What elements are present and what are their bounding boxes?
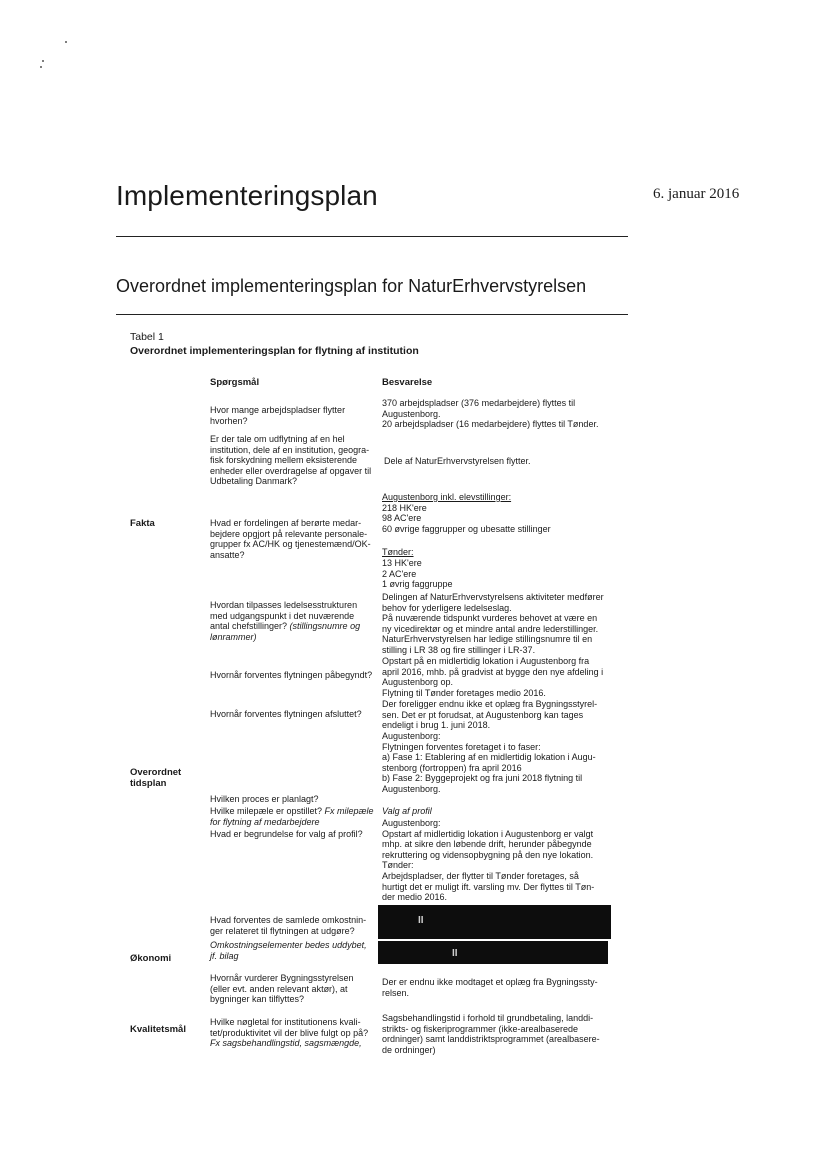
section-title: Overordnet implementeringsplan for NaturErhvervstyrelsen — [116, 276, 587, 296]
column-header-answer: Besvarelse — [382, 377, 433, 388]
category-tidsplan — [130, 767, 181, 789]
category-kvalitet: Kvalitetsmål — [130, 1024, 186, 1035]
category-tidsplan-line1: Overordnet — [130, 767, 182, 778]
table-caption-label: Tabel 1 — [130, 331, 164, 343]
category-okonomi: Økonomi — [130, 953, 172, 964]
question-end: Hvornår forventes flytningen afsluttet? — [210, 709, 362, 719]
table-caption-title: Overordnet implementeringsplan for flytning af institution — [130, 345, 419, 357]
scan-speck — [65, 41, 67, 43]
answer-relocation-type: Dele af NaturErhvervstyrelsen flytter. — [384, 456, 531, 466]
question-building-ready: Hvornår vurderer Bygningsstyrelsen (eller evt. anden relevant aktør), at bygninger kan tilflyttes? — [210, 973, 354, 1005]
question-workplaces: Hvor mange arbejdspladser flytter hvorhen? — [210, 405, 346, 426]
question-total-costs: Hvad forventes de samlede omkostnin- ger relateret til flytningen at udgøre? — [210, 915, 367, 936]
question-staff-distribution: Hvad er fordelingen af berørte medar- bejdere opgjort på relevante personale- grupper fx AC/HK og tjenestemænd/OK- ansatte? — [210, 518, 371, 560]
answer-profile-reason: Augustenborg: Opstart af midlertidig lokation i Augustenborg er valgt mhp. at sikre den løbende drift, herunder påbegynde rekruttering og vidensopbygning på den nye lokation. Tønder: Arbejdspladser, der flytter til Tønder foretages, så hurtigt det er muligt ift. varsling mv. Der flyttes til Tøn- der medio 2016. — [382, 818, 595, 903]
document-date: 6. januar 2016 — [653, 186, 740, 202]
question-cost-elements: Omkostningselementer bedes uddybet, jf. bilag — [210, 940, 367, 961]
answer-staff-distribution: Augustenborg inkl. elevstillinger: 218 HK'ere 98 AC'ere 60 øvrige faggrupper og ubesatte stillinger Tønder: 13 HK'ere 2 AC'ere 1 øvrig faggruppe — [382, 492, 551, 590]
question-profile-reason: Hvad er begrundelse for valg af profil? — [210, 829, 363, 839]
answer-quality-kpis: Sagsbehandlingstid i forhold til grundbetaling, landdi- strikts- og fiskeriprogrammer (ikke-arealbaserede ordninger) samt landdistriktsprogrammet (arealbasere- de ordninger) — [382, 1013, 600, 1055]
answer-start: Opstart på en midlertidig lokation i Augustenborg fra april 2016, mhb. på gradvist at bygge den nye afdeling i Augustenborg op. Flytning til Tønder foretages medio 2016. — [382, 656, 604, 698]
redaction-mark: II — [418, 915, 424, 926]
category-fakta: Fakta — [130, 518, 155, 529]
redacted-block — [378, 905, 611, 939]
redacted-block — [378, 941, 608, 964]
question-process: Hvilken proces er planlagt? — [210, 794, 319, 804]
answer-process: Augustenborg: Flytningen forventes foretaget i to faser: a) Fase 1: Etablering af en midlertidig lokation i Augu- stenborg (fortroppen) fra april 2016 b) Fase 2: Byggeprojekt og fra juni 2018 flytning til Augustenborg. — [382, 731, 596, 794]
answer-building-ready: Der er endnu ikke modtaget et oplæg fra Bygningssty- relsen. — [382, 977, 598, 998]
table-caption — [130, 330, 419, 358]
category-tidsplan-line2: tidsplan — [130, 778, 167, 789]
question-milestones: Hvilke milepæle er opstillet? Fx milepæle for flytning af medarbejdere — [210, 806, 374, 827]
column-header-question: Spørgsmål — [210, 377, 260, 388]
question-start: Hvornår forventes flytningen påbegyndt? — [210, 670, 373, 680]
scan-speck — [42, 60, 44, 62]
answer-management-structure: Delingen af NaturErhvervstyrelsens aktiviteter medfører behov for yderligere ledelseslag. På nuværende tidspunkt vurderes behovet at være en ny vicedirektør og et mindre antal andre lederstillinger. NaturErhvervstyrelsen har ledige stillingsnumre til en stilling i LR 38 og fire stillinger i LR-37. — [382, 592, 604, 655]
question-management-structure: Hvordan tilpasses ledelsesstrukturen med udgangspunkt i det nuværende antal chefstillinger? (stillingsnumre og lønrammer) — [210, 600, 361, 642]
question-relocation-type: Er der tale om udflytning af en hel institution, dele af en institution, geogra- fisk forskydning mellem eksisterende enheder eller overdragelse af opgaver til Udbetaling Danmark? — [210, 434, 372, 487]
scan-speck — [40, 66, 42, 68]
title-divider — [116, 236, 628, 237]
answer-workplaces: 370 arbejdspladser (376 medarbejdere) flyttes til Augustenborg. 20 arbejdspladser (16 medarbejdere) flyttes til Tønder. — [382, 398, 599, 430]
section-divider — [116, 314, 628, 315]
redaction-mark: II — [452, 948, 458, 959]
question-quality-kpis: Hvilke nøgletal for institutionens kvali- tet/produktivitet vil der blive fulgt op på? Fx sagsbehandlingstid, sagsmængde, — [210, 1017, 369, 1049]
answer-end: Der foreligger endnu ikke et oplæg fra Bygningsstyrel- sen. Det er pt forudsat, at Augustenborg kan tages endeligt i brug 1. juni 2018. — [382, 699, 598, 731]
page-title: Implementeringsplan — [116, 180, 378, 211]
answer-milestones: Valg af profil — [382, 806, 432, 816]
